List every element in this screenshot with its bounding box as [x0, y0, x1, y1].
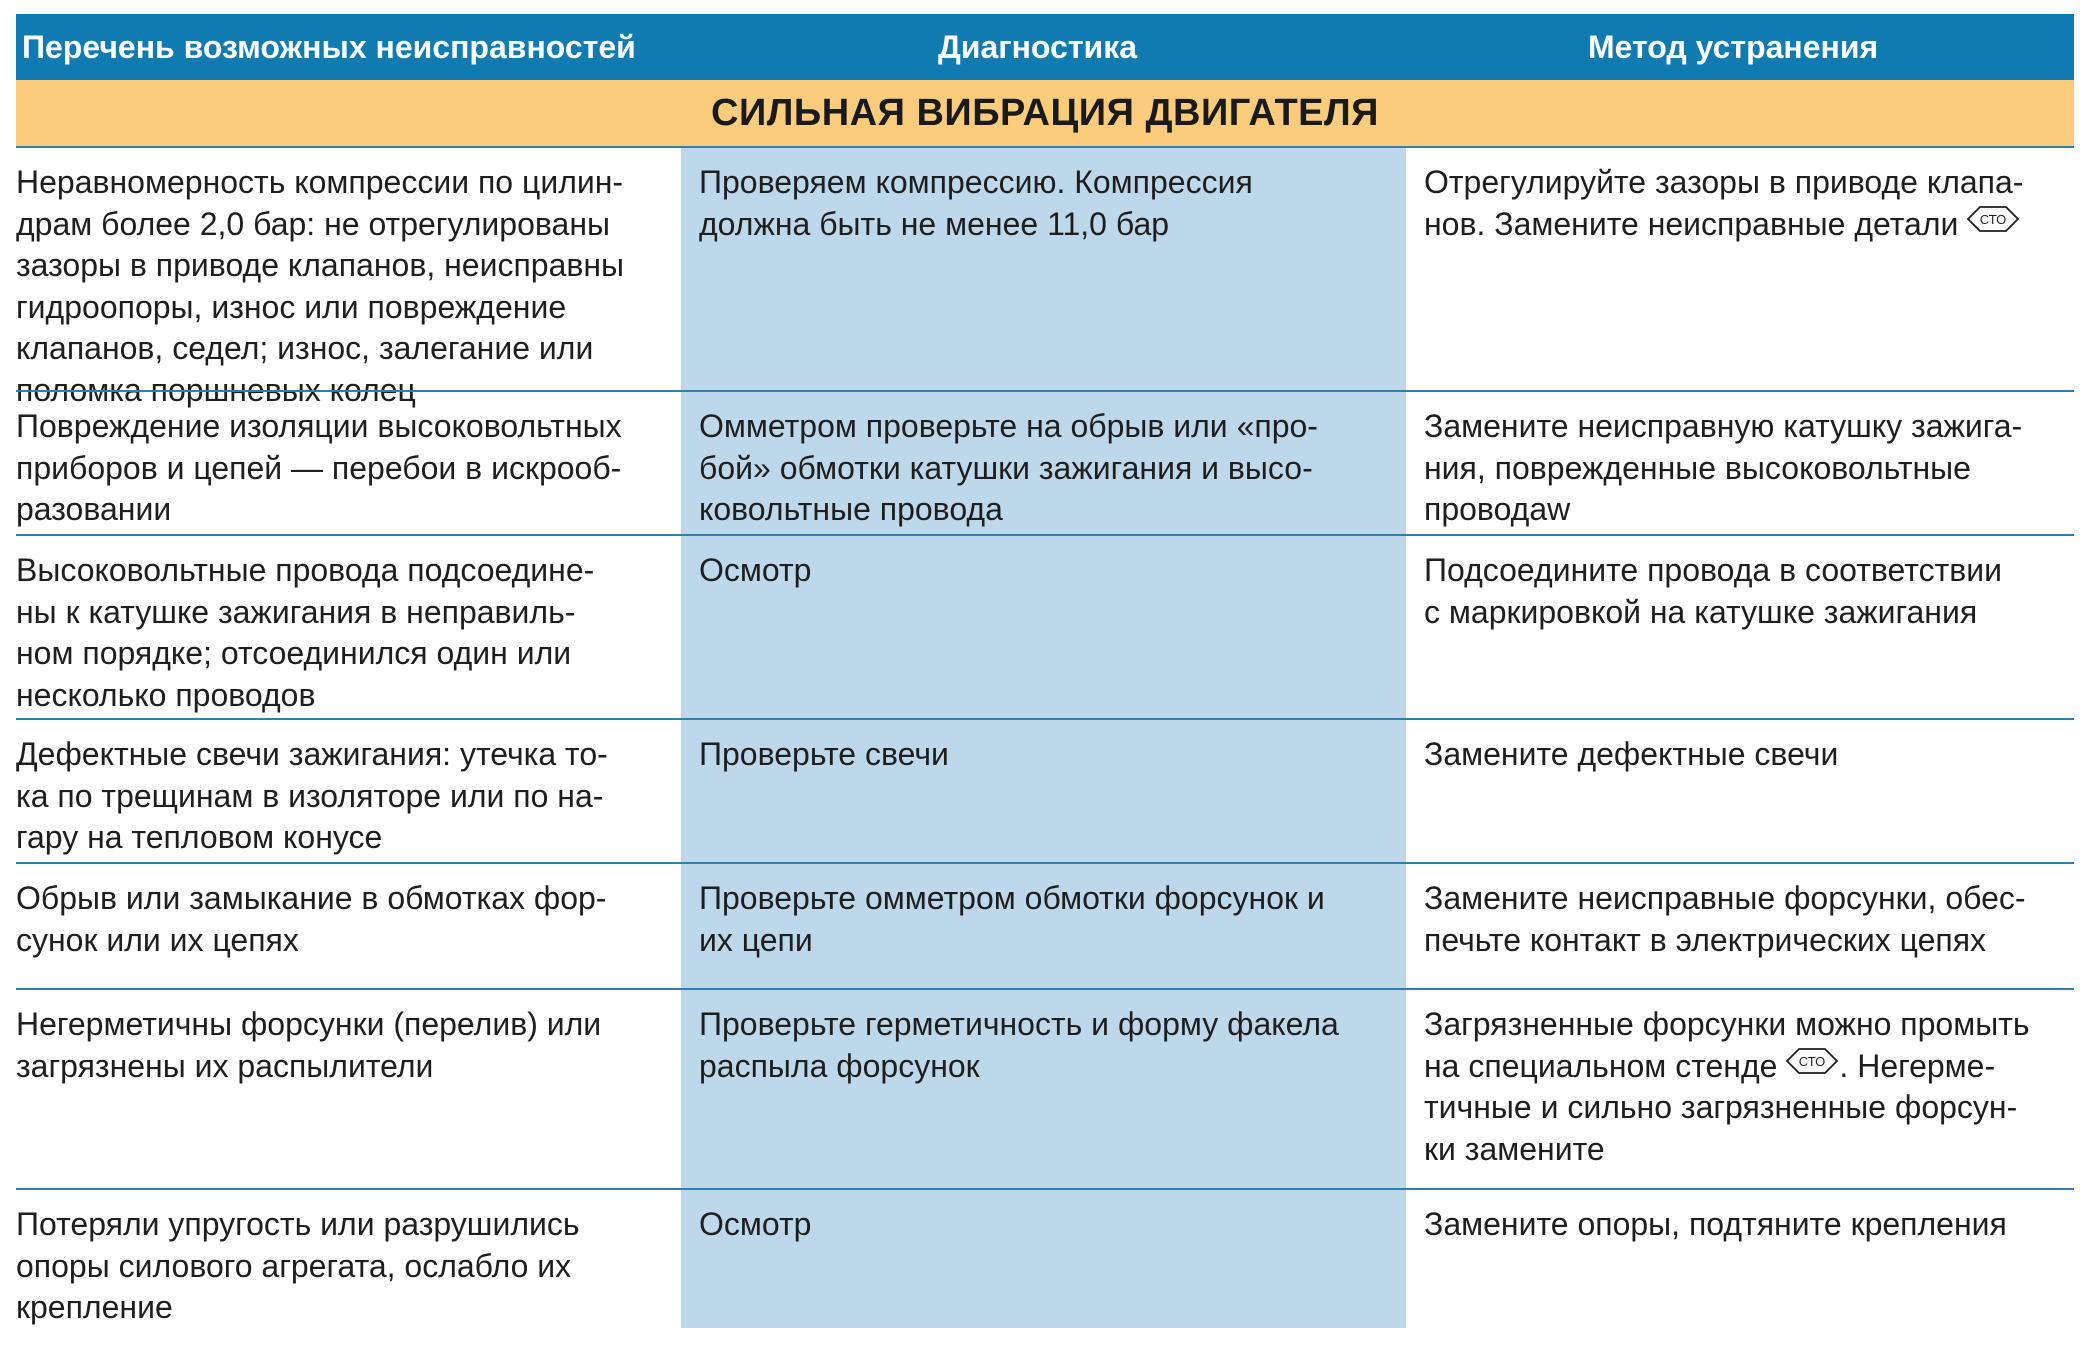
table-row — [16, 988, 2074, 1188]
remedy-text-part2: . Негерме- тичные и сильно загрязненные форсун- ки замените — [1424, 1047, 2018, 1167]
troubleshooting-table — [16, 14, 2074, 1328]
header-diagnostics: Диагностика — [938, 29, 1137, 65]
section-banner — [16, 80, 2074, 146]
remedy-cell: Замените неисправную катушку зажига- ния, поврежденные высоковольтные проводаw — [1424, 408, 2023, 527]
diagnosis-cell: Проверьте омметром обмотки форсунок и их цепи — [681, 864, 1406, 988]
header-remedy: Метод устранения — [1588, 29, 1879, 65]
sto-label: СТО — [1799, 1053, 1826, 1069]
table-row — [16, 146, 2074, 408]
remedy-text-part1: Загрязненные форсунки можно промыть на специальном стенде — [1424, 1006, 2030, 1084]
diagnosis-cell: Проверьте свечи — [681, 720, 1406, 862]
remedy-cell: Подсоедините провода в соответствии с маркировкой на катушке зажигания — [1424, 552, 2002, 630]
sto-service-icon — [1785, 1047, 1839, 1075]
fault-cell: Обрыв или замыкание в обмотках фор- сунок или их цепях — [16, 880, 607, 958]
fault-cell: Неравномерность компрессии по цилин- драм более 2,0 бар: не отрегулированы зазоры в приводе клапанов, неисправны гидроопоры, износ или повреждение клапанов, седел; износ, залегание или поломка поршневых колец — [16, 164, 625, 408]
fault-cell: Дефектные свечи зажигания: утечка то- ка по трещинам в изоляторе или по на- гару на тепловом конусе — [16, 736, 608, 855]
table-header — [16, 14, 2074, 80]
sto-label: СТО — [1980, 211, 2007, 227]
remedy-text: Отрегулируйте зазоры в приводе клапа- нов. Замените неисправные детали — [1424, 164, 2024, 242]
header-faults: Перечень возможных неисправностей — [22, 29, 636, 65]
remedy-cell: Замените дефектные свечи — [1424, 736, 1839, 772]
table-row — [16, 1188, 2074, 1328]
section-title: СИЛЬНАЯ ВИБРАЦИЯ ДВИГАТЕЛЯ — [711, 92, 1379, 134]
table-row — [16, 862, 2074, 988]
diagnosis-cell: Проверьте герметичность и форму факела распыла форсунок — [681, 990, 1406, 1188]
remedy-cell — [1406, 148, 2074, 390]
diagnosis-cell: Осмотр — [681, 1190, 1406, 1328]
remedy-cell: Замените неисправные форсунки, обес- печьте контакт в электрических цепях — [1424, 880, 2026, 958]
fault-cell: Негерметичны форсунки (перелив) или загрязнены их распылители — [16, 1006, 602, 1084]
remedy-cell — [1406, 990, 2074, 1188]
fault-cell: Потеряли упругость или разрушились опоры силового агрегата, ослабло их крепление — [16, 1206, 580, 1325]
table-row — [16, 718, 2074, 862]
diagnosis-cell: Проверяем компрессию. Компрессия должна быть не менее 11,0 бар — [681, 148, 1406, 390]
sto-service-icon — [1966, 205, 2020, 233]
remedy-cell: Замените опоры, подтяните крепления — [1424, 1206, 2007, 1242]
fault-cell: Высоковольтные провода подсоедине- ны к катушке зажигания в неправиль- ном порядке; отсоединился один или несколько проводов — [16, 552, 595, 713]
fault-cell: Повреждение изоляции высоковольтных приборов и цепей — перебои в искрооб- разовании — [16, 408, 622, 527]
diagnosis-cell: Осмотр — [681, 536, 1406, 718]
table-row — [16, 534, 2074, 718]
diagnosis-cell: Омметром проверьте на обрыв или «про- бой» обмотки катушки зажигания и высо- ковольтные провода — [681, 392, 1406, 534]
table-row — [16, 390, 2074, 534]
